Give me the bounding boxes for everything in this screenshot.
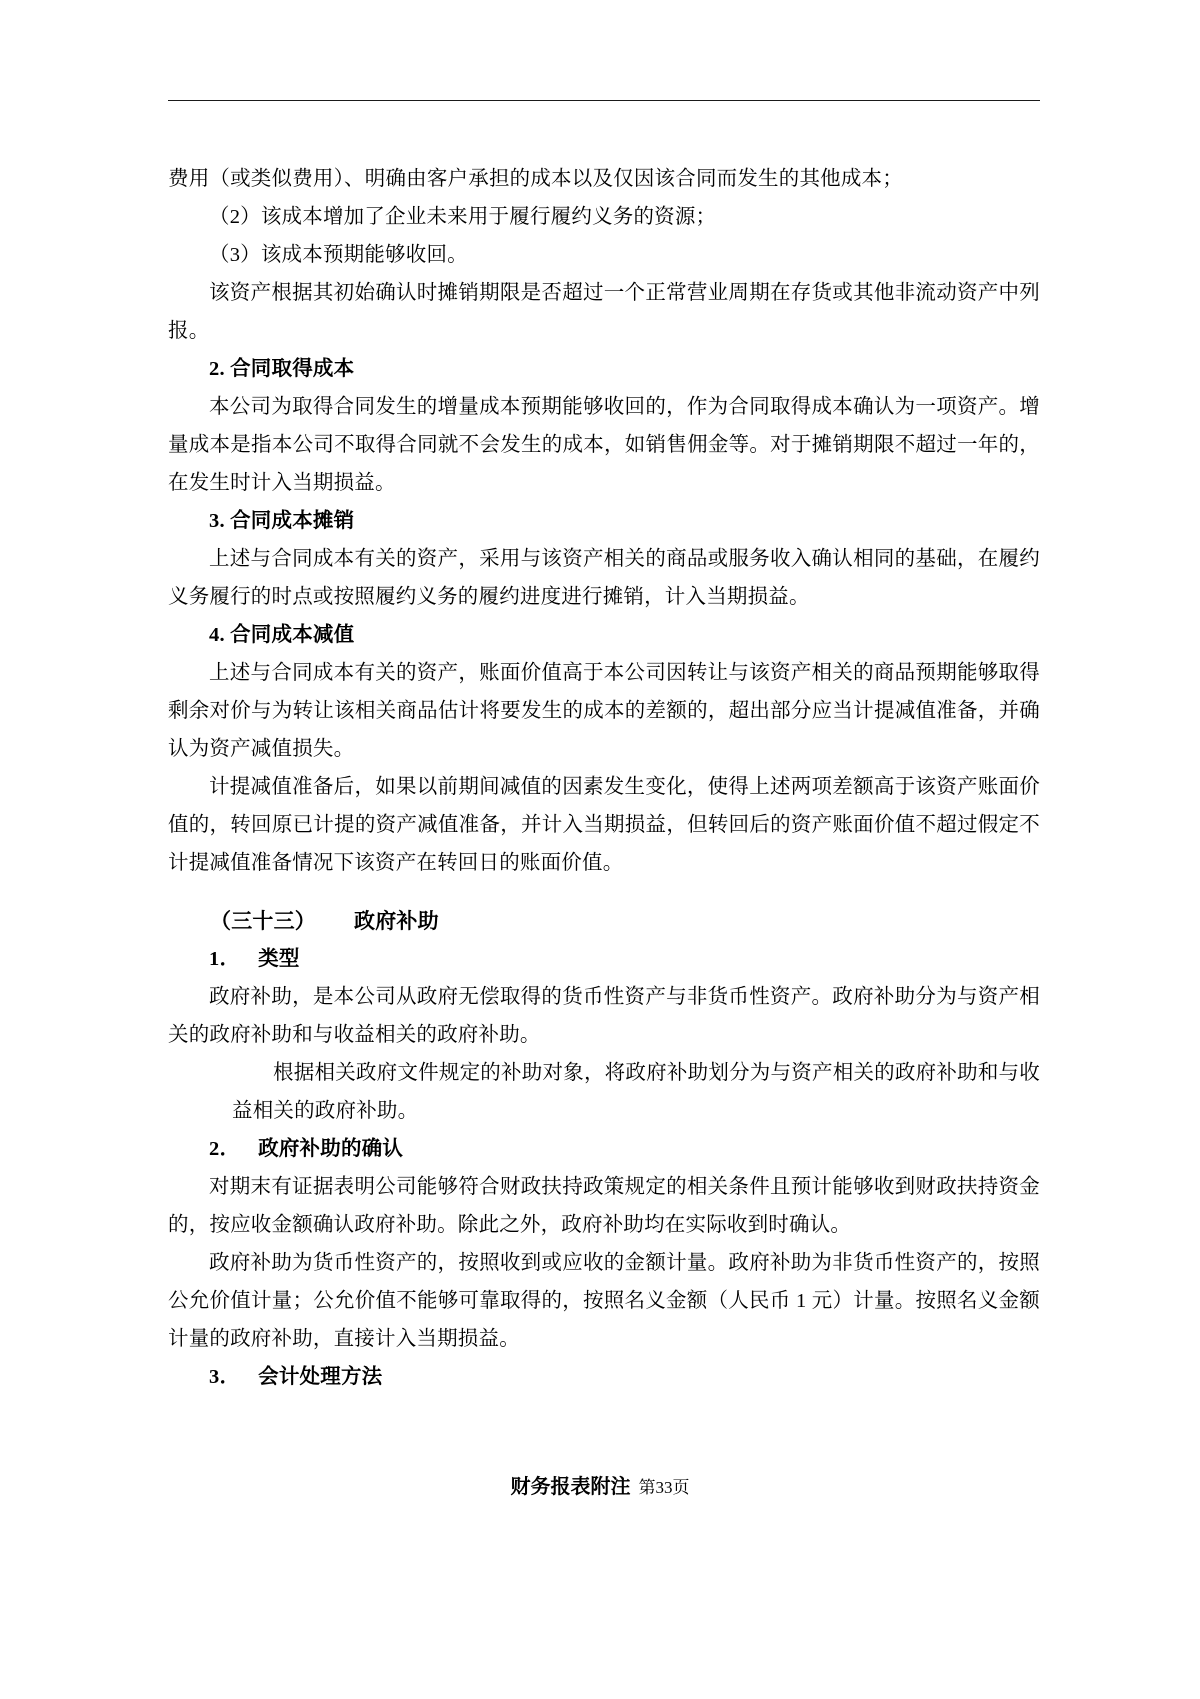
subheading-type (168, 940, 1040, 978)
paragraph-measurement: 政府补助为货币性资产的，按照收到或应收的金额计量。政府补助为非货币性资产的，按照公允价值计量；公允价值不能够可靠取得的，按照名义金额（人民币 1 元）计量。按照名义金额计量的政府补助，直接计入当期损益。 (168, 1252, 1040, 1350)
subheading-recognition (168, 1130, 1040, 1168)
header-divider (168, 100, 1040, 101)
subheading-accounting-method (168, 1358, 1040, 1396)
heading-contract-cost-impairment: 4. 合同成本减值 (209, 624, 355, 646)
paragraph-asset-presentation: 该资产根据其初始确认时摊销期限是否超过一个正常营业周期在存货或其他非流动资产中列报。 (168, 282, 1040, 342)
footer-title: 财务报表附注 (510, 1476, 631, 1498)
section-heading-government-grants (168, 902, 1040, 940)
section-spacer (168, 882, 1040, 902)
heading-contract-cost-amortization: 3. 合同成本摊销 (209, 510, 355, 532)
subheading-number-3: 3． (209, 1366, 241, 1388)
paragraph-recognition-condition: 对期末有证据表明公司能够符合财政扶持政策规定的相关条件且预计能够收到财政扶持资金的，按应收金额确认政府补助。除此之外，政府补助均在实际收到时确认。 (168, 1176, 1040, 1236)
section-name: 政府补助 (354, 909, 439, 933)
page-footer (0, 1470, 1200, 1499)
section-number: （三十三） (210, 909, 316, 933)
paragraph-amortization: 上述与合同成本有关的资产，采用与该资产相关的商品或服务收入确认相同的基础，在履约义务履行的时点或按照履约义务的履约进度进行摊销，计入当期损益。 (168, 548, 1040, 608)
subheading-label-2: 政府补助的确认 (258, 1138, 404, 1160)
page-content (168, 160, 1040, 1396)
paragraph-impairment-reversal: 计提减值准备后，如果以前期间减值的因素发生变化，使得上述两项差额高于该资产账面价值的，转回原已计提的资产减值准备，并计入当期损益，但转回后的资产账面价值不超过假定不计提减值准备情况下该资产在转回日的账面价值。 (168, 776, 1040, 874)
subheading-number-1: 1． (209, 948, 241, 970)
subheading-label-3: 会计处理方法 (258, 1366, 383, 1388)
paragraph-impairment: 上述与合同成本有关的资产，账面价值高于本公司因转让与该资产相关的商品预期能够取得剩余对价与为转让该相关商品估计将要发生的成本的差额的，超出部分应当计提减值准备，并确认为资产减值损失。 (168, 662, 1040, 760)
paragraph-continuation: 费用（或类似费用）、明确由客户承担的成本以及仅因该合同而发生的其他成本； (168, 168, 903, 190)
footer-page-number: 第33页 (638, 1478, 690, 1497)
paragraph-acquisition-cost: 本公司为取得合同发生的增量成本预期能够收回的，作为合同取得成本确认为一项资产。增量成本是指本公司不取得合同就不会发生的成本，如销售佣金等。对于摊销期限不超过一年的，在发生时计入当期损益。 (168, 396, 1040, 494)
list-item-3: （3）该成本预期能够收回。 (209, 244, 468, 266)
heading-contract-acquisition-cost: 2. 合同取得成本 (209, 358, 355, 380)
list-item-2: （2）该成本增加了企业未来用于履行履约义务的资源； (209, 206, 717, 228)
subheading-label-1: 类型 (258, 948, 300, 970)
subheading-number-2: 2． (209, 1138, 241, 1160)
paragraph-grant-classification: 根据相关政府文件规定的补助对象，将政府补助划分为与资产相关的政府补助和与收益相关的政府补助。 (232, 1062, 1040, 1122)
paragraph-grant-type: 政府补助，是本公司从政府无偿取得的货币性资产与非货币性资产。政府补助分为与资产相关的政府补助和与收益相关的政府补助。 (168, 986, 1040, 1046)
